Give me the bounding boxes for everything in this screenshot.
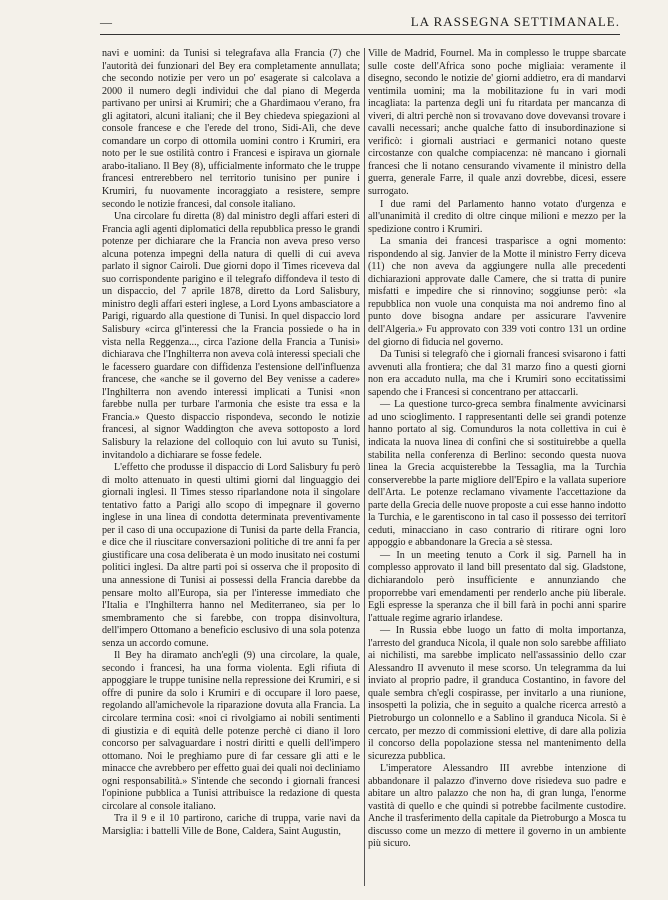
page-header (100, 14, 620, 35)
publication-title: LA RASSEGNA SETTIMANALE. (410, 14, 620, 29)
paragraph: L'effetto che produsse il dispaccio di Lord Salisbury fu però di molto attenuato in questi ultimi giorni dal linguaggio dei giornali inglesi. Il Times stesso riparlandone nota il singolare tentativo fatto a Parigi allo scopo di impegnare il governo inglese in una linea di condotta determinata preventivamente per il caso di una occupazione di Tunisi da parte della Francia, e dice che il riuscitare conversazioni politiche di tre anni fa per giustificare una cosa deliberata è un modo inusitato nei costumi politici inglesi. Da altre parti poi si osserva che il proposito di una annessione di Tunisi ai possessi della Francia darebbe da pensare molto all'Europa, sia per l'interesse immediato che l'Italia e l'Inghilterra hanno nel Mediterraneo, sia per lo smembramento che si farebbe, con troppa disinvoltura, dell'impero Ottomano a beneficio esclusivo di una sola potenza senza un accordo comune. (102, 462, 360, 649)
column-divider (364, 48, 365, 886)
paragraph: Tra il 9 e il 10 partirono, cariche di truppa, varie navi da Marsiglia: i battelli Ville de Bone, Caldera, Saint Augustin, (102, 813, 360, 837)
page-number: — (100, 15, 112, 29)
paragraph: Il Bey ha diramato anch'egli (9) una circolare, la quale, secondo i francesi, ha una forma violenta. Egli rifiuta di appoggiare le truppe tunisine nella repressione dei Krumiri, e si offre di punire da solo i Krumiri e di occupare il loro paese, regolando all'amichevole la riparazione dovuta alla Francia. La circolare termina così: «noi ci rivolgiamo ai nobili sentimenti di giustizia e di equità delle potenze perchè ci diano il loro concorso per salvaguardare i nostri diritti e quelli dell'impero ottomano. Noi le preghiamo pure di far cessare gli atti e le minacce che avrebbero per effetto guai dei quali noi decliniamo ogni responsabilità.» S'intende che secondo i giornali francesi l'opinione pubblica a Tunisi attribuisce la redazione di questa circolare al console italiano. (102, 650, 360, 812)
paragraph: navi e uomini: da Tunisi si telegrafava alla Francia (7) che l'autorità dei funzionari del Bey era completamente annullata; che secondo notizie per vero un po' esagerate si calcolava a 2000 il numero degli individui che dal piano di Megerda partivano per unirsi ai Krumiri; che a Ghardimaou v'erano, fra gli agitatori, alcuni italiani; che il Bey chiedeva spiegazioni al console francese e che l'erede del trono, Sidi-Alì, che deve comandare un corpo di ottomila uomini contro i Krumiri, era noto per le sue ostilità contro i Francesi e ispirava un giornale arabo-italiano. Il Bey (8), ufficialmente informato che le truppe francesi entrerebbero nel territorio tunisino per punire i Krumiri, fu nuovamente incoraggiato a resistere, sempre secondo le notizie francesi, dal console italiano. (102, 48, 360, 210)
paragraph: I due rami del Parlamento hanno votato d'urgenza e all'unanimità il credito di oltre cinque milioni e mezzo per la spedizione contro i Krumiri. (368, 198, 626, 235)
paragraph: L'imperatore Alessandro III avrebbe intenzione di abbandonare il palazzo d'inverno dove risiedeva suo padre e abitare un altro palazzo che non ha, di gran lunga, l'enorme vastità di quello e che quindi si potrebbe facilmente custodire. Anche il trasferimento della capitale da Pietroburgo a Mosca tu discusso come un mezzo di mettere il governo in un ambiente più sicuro. (368, 763, 626, 850)
paragraph: Ville de Madrid, Fournel. Ma in complesso le truppe sbarcate sulle coste dell'Africa sono poche migliaia: veramente il disegno, secondo le notizie de' giorni addietro, era di mandarvi ventimila uomini; ma la mobilitazione fu in vari modi incagliata: la partenza degli uni fu ritardata per mancanza di viveri, di altri perchè non si trovavano dove dovevansi trovare i cavalli necessari; anche qualche fatto di insubordinazione si verificò: i giornali austriaci e germanici notano queste circostanze con qualche compiacenza: nè mancano i giornali francesi che li notano censurando vivamente il ministro della guerra, generale Farre, il quale anzi dovrebbe, dicesi, essere surrogato. (368, 48, 626, 198)
paragraph: Una circolare fu diretta (8) dal ministro degli affari esteri di Francia agli agenti diplomatici della repubblica presso le grandi potenze per dichiarare che la Francia non aveva preso verso alcuna potenza impegni della natura di quelli di cui aveva parlato il signor Cairoli. Due giorni dopo il Times riceveva dal suo corrispondente parigino e il telegrafo diffondeva il testo di un dispaccio, del 7 aprile 1878, diretto da Lord Salisbury, ministro degli affari esteri inglese, a Lord Lyons ambasciatore a Parigi, riguardo alla questione di Tunisi. In quel dispaccio lord Salisbury «circa gl'interessi che la Francia possiede o ha in vista nella Reggenza..., circa l'azione della Francia a Tunisi» dichiarava che l'Inghilterra non aveva colà interessi speciali che le facessero guardare con diffidenza l'estensione dell'influenza francese, che «anche se il governo del Bey venisse a cadere» l'Inghilterra non avendo interessi implicati a Tunisi «non farebbe nulla per turbare l'armonia che esiste tra essa e la Francia.» Questo dispaccio rispondeva, secondo le notizie francesi, al signor Waddington che aveva sottoposto a lord Salisbury la relazione del colloquio con lui avuto su Tunisi, invitandolo a dichiarare se fosse fedele. (102, 211, 360, 461)
paragraph: — In Russia ebbe luogo un fatto di molta importanza, l'arresto del granduca Nicola, il quale non solo sarebbe affiliato ai nichilisti, ma sarebbe implicato nell'assassinio dello czar Alessandro II avvenuto il mese scorso. Un telegramma da lui inviato al proprio padre, il granduca Costantino, in favore del quale sembra ch'egli cospirasse, per invitarlo a una riunione, insospettì la polizia, che in seguito a qualche ricerca arrestò a Pietroburgo un colonnello e a Sablino il granduca Nicola. Si è cercato, per mezzo di commissioni elettive, di dare alla polizia il concorso della popolazione stessa nel mantenimento della sicurezza pubblica. (368, 625, 626, 762)
right-column (368, 48, 626, 886)
paragraph: — La questione turco-greca sembra finalmente avvicinarsi ad uno scioglimento. I rappresentanti delle sei grandi potenze hanno portato al sig. Comunduros la nota collettiva in cui è indicata la nuova linea di confini che si sostituirebbe a quella stabilita nella conferenza di Berlino: secondo questa nuova linea la Grecia acquisterebbe la Tessaglia, ma la Turchia conserverebbe la parte migliore dell'Epiro e la vallata superiore dell'Arta. Le potenze reclamano vivamente l'accettazione da parte della Grecia delle nuove proposte a cui esse hanno indotto la Turchia, e le garentiscono in tal caso il possesso dei territorî ceduti, minacciano in caso contrario di ritirare ogni loro appoggio e abbandonare la Grecia a sè stessa. (368, 399, 626, 549)
left-column (102, 48, 360, 886)
paragraph: La smania dei francesi trasparisce a ogni momento: rispondendo al sig. Janvier de la Motte il ministro Ferry diceva (11) che non aveva da aggiungere nulla alle precedenti dichiarazioni approvate dalle Camere, che si tratta di punire misfatti e impedire che si rinnovino; soggiunse però: «la repubblica non vuole una conquista ma noi andremo fino al punto dove bisogna andare per assicurare l'avvenire dell'Algeria.» Fu approvato con 339 voti contro 131 un ordine del giorno di fiducia nel governo. (368, 236, 626, 348)
paragraph: — In un meeting tenuto a Cork il sig. Parnell ha in complesso approvato il land bill presentato dal sig. Gladstone, dichiarandolo però insufficiente e annunziando che proporrebbe vari emendamenti per renderlo anche più liberale. Egli espresse la speranza che il bill farà in pochi anni sparire l'attuale regime agrario irlandese. (368, 549, 626, 624)
paragraph: Da Tunisi si telegrafò che i giornali francesi svisarono i fatti avvenuti alla frontiera; che dal 31 marzo fino a questi giorni non era accaduto nulla, ma che i Krumiri sono eccitatissimi sapendo che i Francesi si concentrano per attaccarli. (368, 349, 626, 398)
